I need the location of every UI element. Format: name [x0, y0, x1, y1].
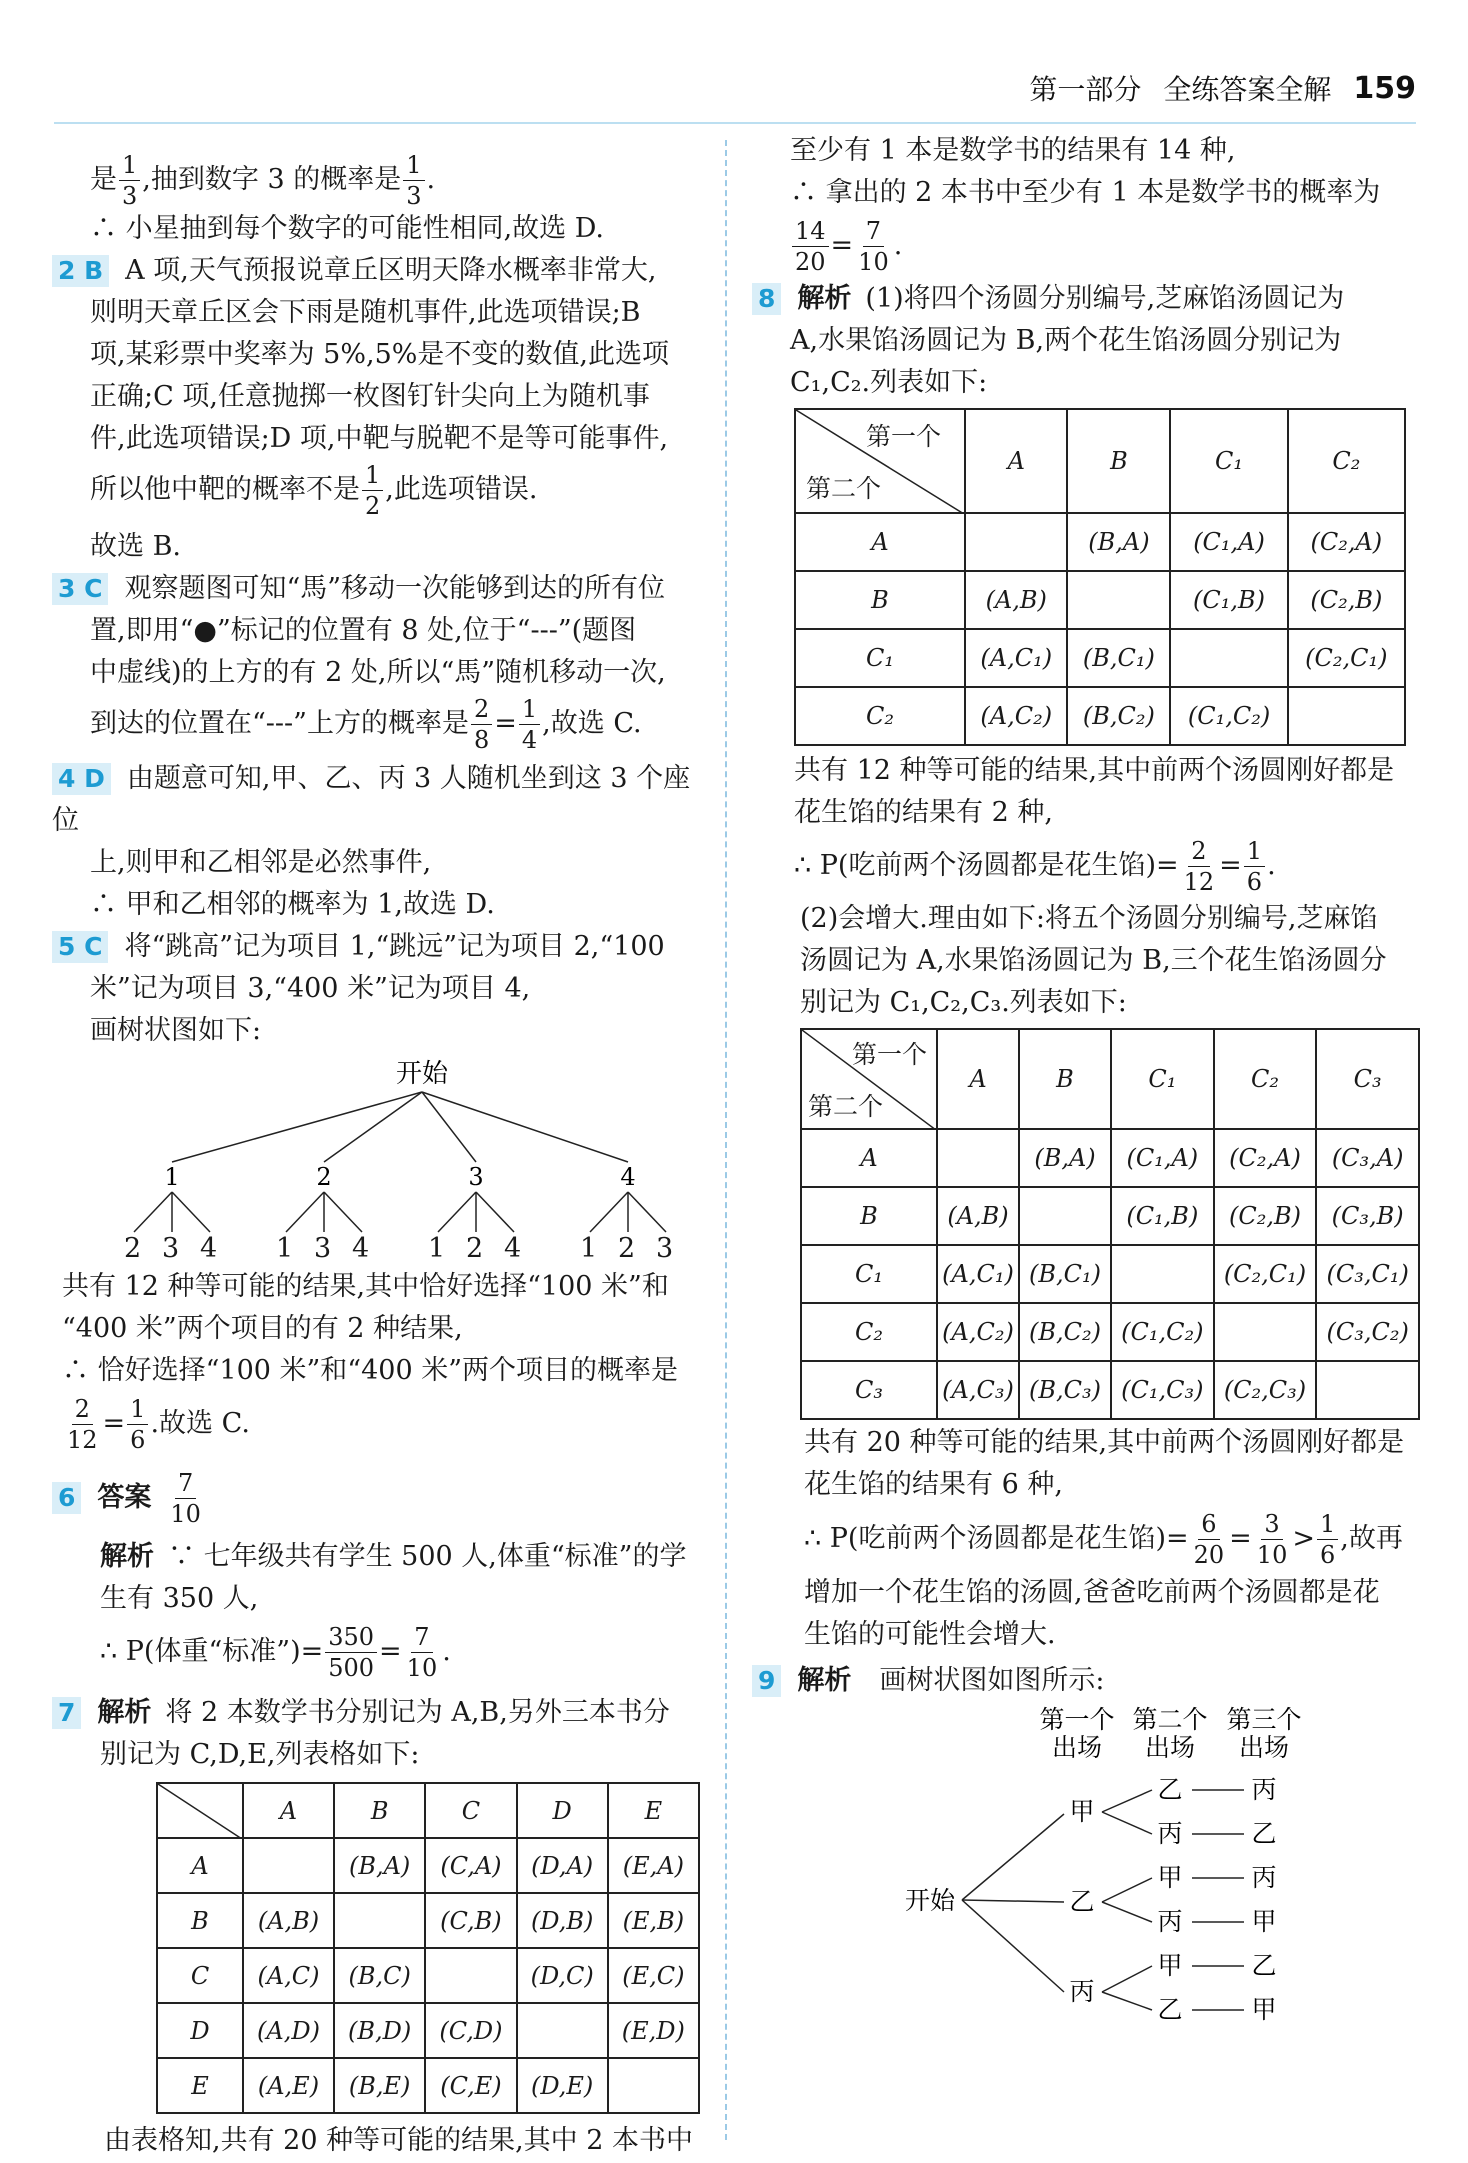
table-row: C (A,C) (B,C) (D,C) (E,C) [157, 1948, 699, 2003]
table-row: C₂ (A,C₂) (B,C₂) (C₁,C₂) (C₃,C₂) [801, 1303, 1419, 1361]
table-row: B (A,B) (C₁,B) (C₂,B) [795, 571, 1405, 629]
svg-text:丙: 丙 [1157, 1819, 1183, 1848]
svg-text:甲: 甲 [1251, 1995, 1277, 2022]
answer-badge: 4 D [52, 763, 111, 795]
header-title: 全练答案全解 [1163, 73, 1332, 106]
tree-root: 开始 [395, 1059, 449, 1089]
question-badge: 6 [52, 1482, 81, 1514]
tree-node: 1 [164, 1163, 180, 1191]
table-row: C₂ (A,C₂) (B,C₂) (C₁,C₂) [795, 687, 1405, 745]
right-column: 至少有 1 本是数学书的结果有 14 种, ∴ 拿出的 2 本书中至少有 1 本是数学书的概率为 $\frac{14}{20}$ = $\frac{7}{10}$ . 8 解析 (1)将四个汤圆分别编号,芝麻馅汤圆记为 A,水果馅汤圆记为 B,两个花生馅汤圆分别记为 C₁,C₂.列表如下: 第一个 第二个 A B C₁ C₂ A (B,A) (C₁,A) (C₂,A) B (A,B) (C₁,B) (C₂,B) C₁ (A,C₁) (B,C₁) (C₂,C₁) C₂ (A,C₂) (B,C₂) (C₁,C₂) 共有 12 种等可能的结果,其中前两个汤圆刚好都是 花生馅的结果有 2 种, ∴ P(吃前两个汤圆都是花生馅)= $\frac{2}{12}$ = $\frac{1}{6}$ . (2)会增大.理由如下:将五个汤圆分别编号,芝麻馅 汤圆记为 A,水果馅汤圆记为 B,三个花生馅汤圆分 别记为 C₁,C₂,C₃.列表如下: 第一个 第二个 A B C₁ C₂ C₃ A (B,A) (C₁,A) (C₂,A) (C₃,A) B (A,B) (C₁,B) (C₂,B) (C₃,B) C₁ (A,C₁) (B,C₁) (C₂,C₁) (C₃,C₁) C₂ (A,C₂) (B,C₂) (C₁,C₂) (C₃,C₂) C₃ (A,C₃) (B,C₃) (C₁,C₃) (C₂,C₃) 共有 20 种等可能的结果,其中前两个汤圆刚好都是 花生馅的结果有 6 种, ∴ P(吃前两个汤圆都是花生馅)= $\frac{6}{20}$ = $\frac{3}{10}$ > $\frac{1}{6}$ ,故再 增加一个花生馅的汤圆,爸爸吃前两个汤圆都是花 生馅的可能性会增大. 9 解析 画树状图如图所示: 第一个 出场 第二个 出场 第三个 出场 开始 甲 乙 丙 乙 丙 丙 乙 甲 丙 丙 甲 甲 乙 乙 甲 [752, 130, 1422, 2022]
table-q8-1: 第一个 第二个 A B C₁ C₂ A (B,A) (C₁,A) (C₂,A) B (A,B) (C₁,B) (C₂,B) C₁ (A,C₁) (B,C₁) (C₂,C₁) C₂ (A,C₂) (B,C₂) (C₁,C₂) [794, 408, 1406, 746]
question-3: 3 C 观察题图可知“馬”移动一次能够到达的所有位 置,即用“●”标记的位置有 8 处,位于“---”(题图 中虚线)的上方的有 2 处,所以“馬”随机移动一次, 到达的位置在“---”上方的概率是 $\frac{2}{8}$ = $\frac{1}{4}$ ,故选 C. [52, 568, 712, 754]
question-6: 6 答案 $\frac{7}{10}$ 解析 ∵ 七年级共有学生 500 人,体重“标准”的学 生有 350 人, ∴ P(体重“标准”)= $\frac{350}{500}$ = $\frac{7}{10}$ . [52, 1466, 712, 1684]
tree-leaves: 2 3 4 1 3 4 1 2 4 1 2 3 [124, 1233, 674, 1264]
tree-node: 4 [620, 1163, 636, 1191]
svg-text:乙: 乙 [1251, 1819, 1277, 1848]
answer-badge: 5 C [52, 931, 108, 963]
table-row: C₁ (A,C₁) (B,C₁) (C₂,C₁) [795, 629, 1405, 687]
question-4: 4 D 由题意可知,甲、乙、丙 3 人随机坐到这 3 个座位 上,则甲和乙相邻是必然事件, ∴ 甲和乙相邻的概率为 1,故选 D. [52, 763, 691, 920]
table-row: E (A,E) (B,E) (C,E) (D,E) [157, 2058, 699, 2113]
question-9: 9 解析 画树状图如图所示: 第一个 出场 第二个 出场 第三个 出场 开始 甲 乙 丙 乙 丙 丙 乙 甲 丙 丙 甲 甲 乙 乙 甲 [752, 1660, 1422, 2022]
svg-text:出场: 出场 [1051, 1733, 1103, 1762]
table-row: A (B,A) (C₁,A) (C₂,A) [795, 513, 1405, 571]
svg-text:丙: 丙 [1069, 1977, 1095, 2006]
prob-line: 是 $\frac{1}{3}$ ,抽到数字 3 的概率是 $\frac{1}{3}$ . [90, 151, 436, 210]
tree-node: 3 [468, 1163, 484, 1191]
table-row: D (A,D) (B,D) (C,D) (E,D) [157, 2003, 699, 2058]
answer-badge: 2 B [52, 255, 109, 287]
header-rule [54, 122, 1416, 124]
question-badge: 8 [752, 283, 781, 315]
svg-text:第一个: 第一个 [1039, 1705, 1115, 1734]
table-row: B (A,B) (C,B) (D,B) (E,B) [157, 1893, 699, 1948]
svg-text:乙: 乙 [1251, 1951, 1277, 1980]
svg-text:甲: 甲 [1251, 1907, 1277, 1936]
question-5: 5 C 将“跳高”记为项目 1,“跳远”记为项目 2,“100 米”记为项目 3,“400 米”记为项目 4, 画树状图如下: 开始 1 2 3 4 2 3 4 1 3 4 1 2 4 1 2 3 共有 12 种等可能的结果,其中恰好选择“100 米”和 “400 米”两个项目的有 2 种结果, ∴ 恰好选择“100 米”和“400 米”两个项目的概率是 $\frac{2}{12}$ = $\frac{1}{6}$ .故选 C. [52, 926, 712, 1456]
table-q8-2: 第一个 第二个 A B C₁ C₂ C₃ A (B,A) (C₁,A) (C₂,A) (C₃,A) B (A,B) (C₁,B) (C₂,B) (C₃,B) C₁ (A,C₁) (B,C₁) (C₂,C₁) (C₃,C₁) C₂ (A,C₂) (B,C₂) (C₁,C₂) (C₃,C₂) C₃ (A,C₃) (B,C₃) (C₁,C₃) (C₂,C₃) [800, 1028, 1420, 1420]
svg-text:第三个: 第三个 [1226, 1705, 1302, 1734]
table-row: C₃ (A,C₃) (B,C₃) (C₁,C₃) (C₂,C₃) [801, 1361, 1419, 1419]
question-badge: 9 [752, 1665, 781, 1697]
answer-badge: 3 C [52, 573, 108, 605]
page-number: 159 [1353, 70, 1416, 106]
question-badge: 7 [52, 1697, 81, 1729]
table-row: A (B,A) (C,A) (D,A) (E,A) [157, 1838, 699, 1893]
svg-text:乙: 乙 [1069, 1887, 1095, 1916]
tree-root: 开始 [904, 1886, 956, 1915]
section-label: 第一部分 [1029, 73, 1142, 106]
svg-text:甲: 甲 [1069, 1797, 1095, 1826]
svg-text:出场: 出场 [1238, 1733, 1290, 1762]
table-row: A (B,A) (C₁,A) (C₂,A) (C₃,A) [801, 1129, 1419, 1187]
table-q7: A B C D E A (B,A) (C,A) (D,A) (E,A) B (A,B) (C,B) (D,B) (E,B) C (A,C) (B,C) (D,C) (E,C) D (A,D) (B,D) (C,D) (E,D) E (A,E) (B,E) (C,E) (D,E) [156, 1782, 700, 2114]
tree-node: 2 [316, 1163, 332, 1191]
table-row: B (A,B) (C₁,B) (C₂,B) (C₃,B) [801, 1187, 1419, 1245]
table-row: C₁ (A,C₁) (B,C₁) (C₂,C₁) (C₃,C₁) [801, 1245, 1419, 1303]
column-divider [725, 140, 727, 2140]
svg-text:丙: 丙 [1157, 1907, 1183, 1936]
page-header [1029, 58, 1416, 118]
question-7: 7 解析 将 2 本数学书分别记为 A,B,另外三本书分 别记为 C,D,E,列表格如下: A B C D E A (B,A) (C,A) (D,A) (E,A) B (A,B) (C,B) (D,B) (E,B) C (A,C) (B,C) (D,C) (E,C) D (A,D) (B,D) (C,D) (E,D) E (A,E) (B,E) (C,E) (D,E) 由表格知,共有 20 种等可能的结果,其中 2 本书中 [52, 1692, 712, 2162]
svg-text:出场: 出场 [1144, 1733, 1196, 1762]
conclusion-d: ∴ 小星抽到每个数字的可能性相同,故选 D. [90, 213, 605, 244]
question-8: 8 解析 (1)将四个汤圆分别编号,芝麻馅汤圆记为 A,水果馅汤圆记为 B,两个花生馅汤圆分别记为 C₁,C₂.列表如下: 第一个 第二个 A B C₁ C₂ A (B,A) (C₁,A) (C₂,A) B (A,B) (C₁,B) (C₂,B) C₁ (A,C₁) (B,C₁) (C₂,C₁) C₂ (A,C₂) (B,C₂) (C₁,C₂) 共有 12 种等可能的结果,其中前两个汤圆刚好都是 花生馅的结果有 2 种, ∴ P(吃前两个汤圆都是花生馅)= $\frac{2}{12}$ = $\frac{1}{6}$ . (2)会增大.理由如下:将五个汤圆分别编号,芝麻馅 汤圆记为 A,水果馅汤圆记为 B,三个花生馅汤圆分 别记为 C₁,C₂,C₃.列表如下: 第一个 第二个 A B C₁ C₂ C₃ A (B,A) (C₁,A) (C₂,A) (C₃,A) B (A,B) (C₁,B) (C₂,B) (C₃,B) C₁ (A,C₁) (B,C₁) (C₂,C₁) (C₃,C₁) C₂ (A,C₂) (B,C₂) (C₁,C₂) (C₃,C₂) C₃ (A,C₃) (B,C₃) (C₁,C₃) (C₂,C₃) 共有 20 种等可能的结果,其中前两个汤圆刚好都是 花生馅的结果有 6 种, ∴ P(吃前两个汤圆都是花生馅)= $\frac{6}{20}$ = $\frac{3}{10}$ > $\frac{1}{6}$ ,故再 增加一个花生馅的汤圆,爸爸吃前两个汤圆都是花 生馅的可能性会增大. [752, 278, 1422, 1656]
svg-text:丙: 丙 [1251, 1775, 1277, 1804]
question-2: 2 B A 项,天气预报说章丘区明天降水概率非常大, 则明天章丘区会下雨是随机事件,此选项错误;B 项,某彩票中奖率为 5%,5%是不变的数值,此选项 正确;C 项,任意抛掷一枚图钉针尖向上为随机事 件,此选项错误;D 项,中靶与脱靶不是等可能事件, 所以他中靶的概率不是 $\frac{1}{2}$ ,此选项错误. 故选 B. [52, 250, 712, 568]
svg-text:甲: 甲 [1157, 1951, 1183, 1980]
svg-text:乙: 乙 [1157, 1995, 1183, 2022]
tree-diagram-q5 [52, 1052, 712, 1242]
svg-text:甲: 甲 [1157, 1863, 1183, 1892]
tree-diagram-q9 [752, 1702, 1422, 2022]
svg-text:乙: 乙 [1157, 1775, 1183, 1804]
svg-text:第二个: 第二个 [1132, 1705, 1208, 1734]
left-column [52, 150, 712, 2162]
svg-text:丙: 丙 [1251, 1863, 1277, 1892]
